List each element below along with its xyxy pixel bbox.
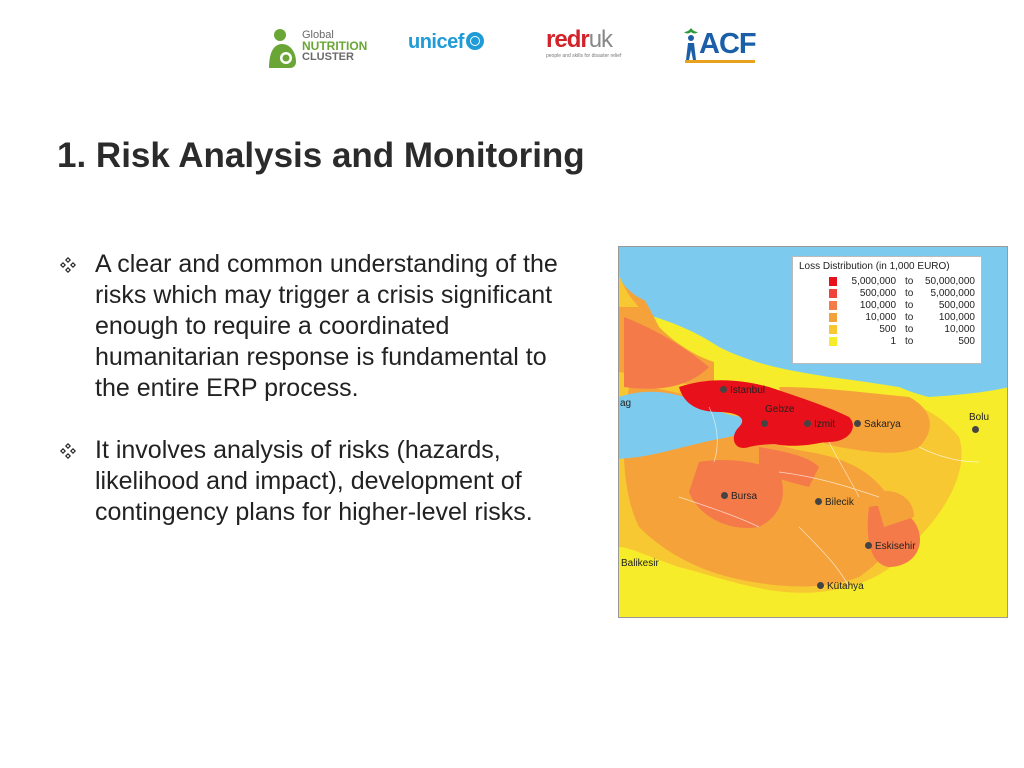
city-label-eskisehir: Eskisehir bbox=[865, 541, 916, 552]
city-label-balikesir: Balikesir bbox=[621, 558, 659, 569]
legend-from: 1 bbox=[890, 335, 897, 347]
redr-uk-logo bbox=[546, 28, 636, 59]
city-dot-icon bbox=[720, 386, 727, 393]
legend-to-word: to bbox=[905, 275, 914, 287]
legend-title: Loss Distribution (in 1,000 EURO) bbox=[799, 261, 950, 272]
legend-to: 50,000,000 bbox=[924, 275, 975, 287]
city-label-izmit: Izmit bbox=[804, 419, 835, 430]
legend-to-word: to bbox=[905, 323, 914, 335]
legend-to: 500 bbox=[958, 335, 975, 347]
risk-loss-map bbox=[618, 246, 1008, 618]
legend-to: 5,000,000 bbox=[930, 287, 975, 299]
gnc-line3: CLUSTER bbox=[302, 51, 354, 63]
legend-from: 5,000,000 bbox=[851, 275, 897, 287]
city-label-gebze: Gebze bbox=[765, 404, 795, 415]
acf-logo bbox=[683, 26, 757, 66]
city-label-bolu: Bolu bbox=[969, 412, 990, 423]
city-label-tekirdag-partial: ag bbox=[620, 398, 632, 409]
redr-tagline: people and skills for disaster relief bbox=[546, 53, 622, 59]
legend-row bbox=[799, 311, 975, 323]
legend-to-word: to bbox=[905, 299, 914, 311]
city-dot-icon bbox=[815, 498, 822, 505]
unicef-globe-icon bbox=[466, 32, 484, 50]
diamond-bullet-icon bbox=[59, 442, 77, 460]
gnc-figure-icon bbox=[266, 26, 300, 70]
city-dot-icon bbox=[804, 420, 811, 427]
city-label-kutahya: Kütahya bbox=[817, 581, 864, 592]
legend-to: 10,000 bbox=[944, 323, 975, 335]
city-label-bursa: Bursa bbox=[721, 491, 757, 502]
unicef-logo bbox=[408, 31, 484, 54]
unicef-wordmark: unicef bbox=[408, 31, 464, 53]
city-label-istanbul: Istanbul bbox=[720, 385, 765, 396]
acf-wordmark: ACF bbox=[699, 28, 756, 60]
redr-suffix: uk bbox=[588, 26, 613, 53]
bullet-list bbox=[58, 249, 588, 559]
legend-from: 100,000 bbox=[859, 299, 897, 311]
legend-row bbox=[799, 323, 975, 335]
gnc-line2: NUTRITION bbox=[302, 39, 368, 53]
legend-row bbox=[799, 287, 975, 299]
legend-swatch bbox=[829, 337, 837, 346]
legend-from: 500 bbox=[879, 323, 897, 335]
gnc-line1: Global bbox=[302, 29, 334, 41]
acf-child-icon bbox=[683, 26, 699, 62]
legend-swatch bbox=[829, 289, 837, 298]
acf-band bbox=[685, 60, 755, 63]
legend-to: 500,000 bbox=[938, 299, 975, 311]
city-dot-icon bbox=[854, 420, 861, 427]
global-nutrition-cluster-logo bbox=[266, 26, 376, 72]
city-dot-icon bbox=[972, 426, 979, 433]
legend-to: 100,000 bbox=[938, 311, 975, 323]
legend-to-word: to bbox=[905, 311, 914, 323]
legend-row bbox=[799, 335, 975, 347]
legend-to-word: to bbox=[905, 287, 914, 299]
city-marker-gebze bbox=[761, 419, 771, 430]
legend-from: 500,000 bbox=[859, 287, 897, 299]
bullet-text-1: A clear and common understanding of the risks which may trigger a crisis significant enough to require a coordinated humanitarian response is fundamental to the entire ERP process. bbox=[95, 250, 558, 402]
legend-swatch bbox=[829, 301, 837, 310]
city-dot-icon bbox=[761, 420, 768, 427]
slide-title: 1. Risk Analysis and Monitoring bbox=[57, 136, 585, 175]
city-dot-icon bbox=[865, 542, 872, 549]
legend-row bbox=[799, 299, 975, 311]
bullet-item bbox=[58, 435, 588, 528]
legend-swatch bbox=[829, 313, 837, 322]
map-legend bbox=[792, 256, 982, 364]
legend-row bbox=[799, 275, 975, 287]
legend-swatch bbox=[829, 325, 837, 334]
bullet-text-2: It involves analysis of risks (hazards, likelihood and impact), development of contingency plans for higher-level risks. bbox=[95, 436, 533, 526]
legend-from: 10,000 bbox=[865, 311, 897, 323]
city-dot-icon bbox=[817, 582, 824, 589]
diamond-bullet-icon bbox=[59, 256, 77, 274]
legend-swatch bbox=[829, 277, 837, 286]
legend-to-word: to bbox=[905, 335, 914, 347]
city-label-bilecik: Bilecik bbox=[815, 497, 854, 508]
redr-wordmark: redr bbox=[546, 26, 589, 53]
city-label-sakarya: Sakarya bbox=[854, 419, 901, 430]
city-marker-bolu bbox=[972, 425, 982, 436]
city-dot-icon bbox=[721, 492, 728, 499]
bullet-item bbox=[58, 249, 588, 404]
